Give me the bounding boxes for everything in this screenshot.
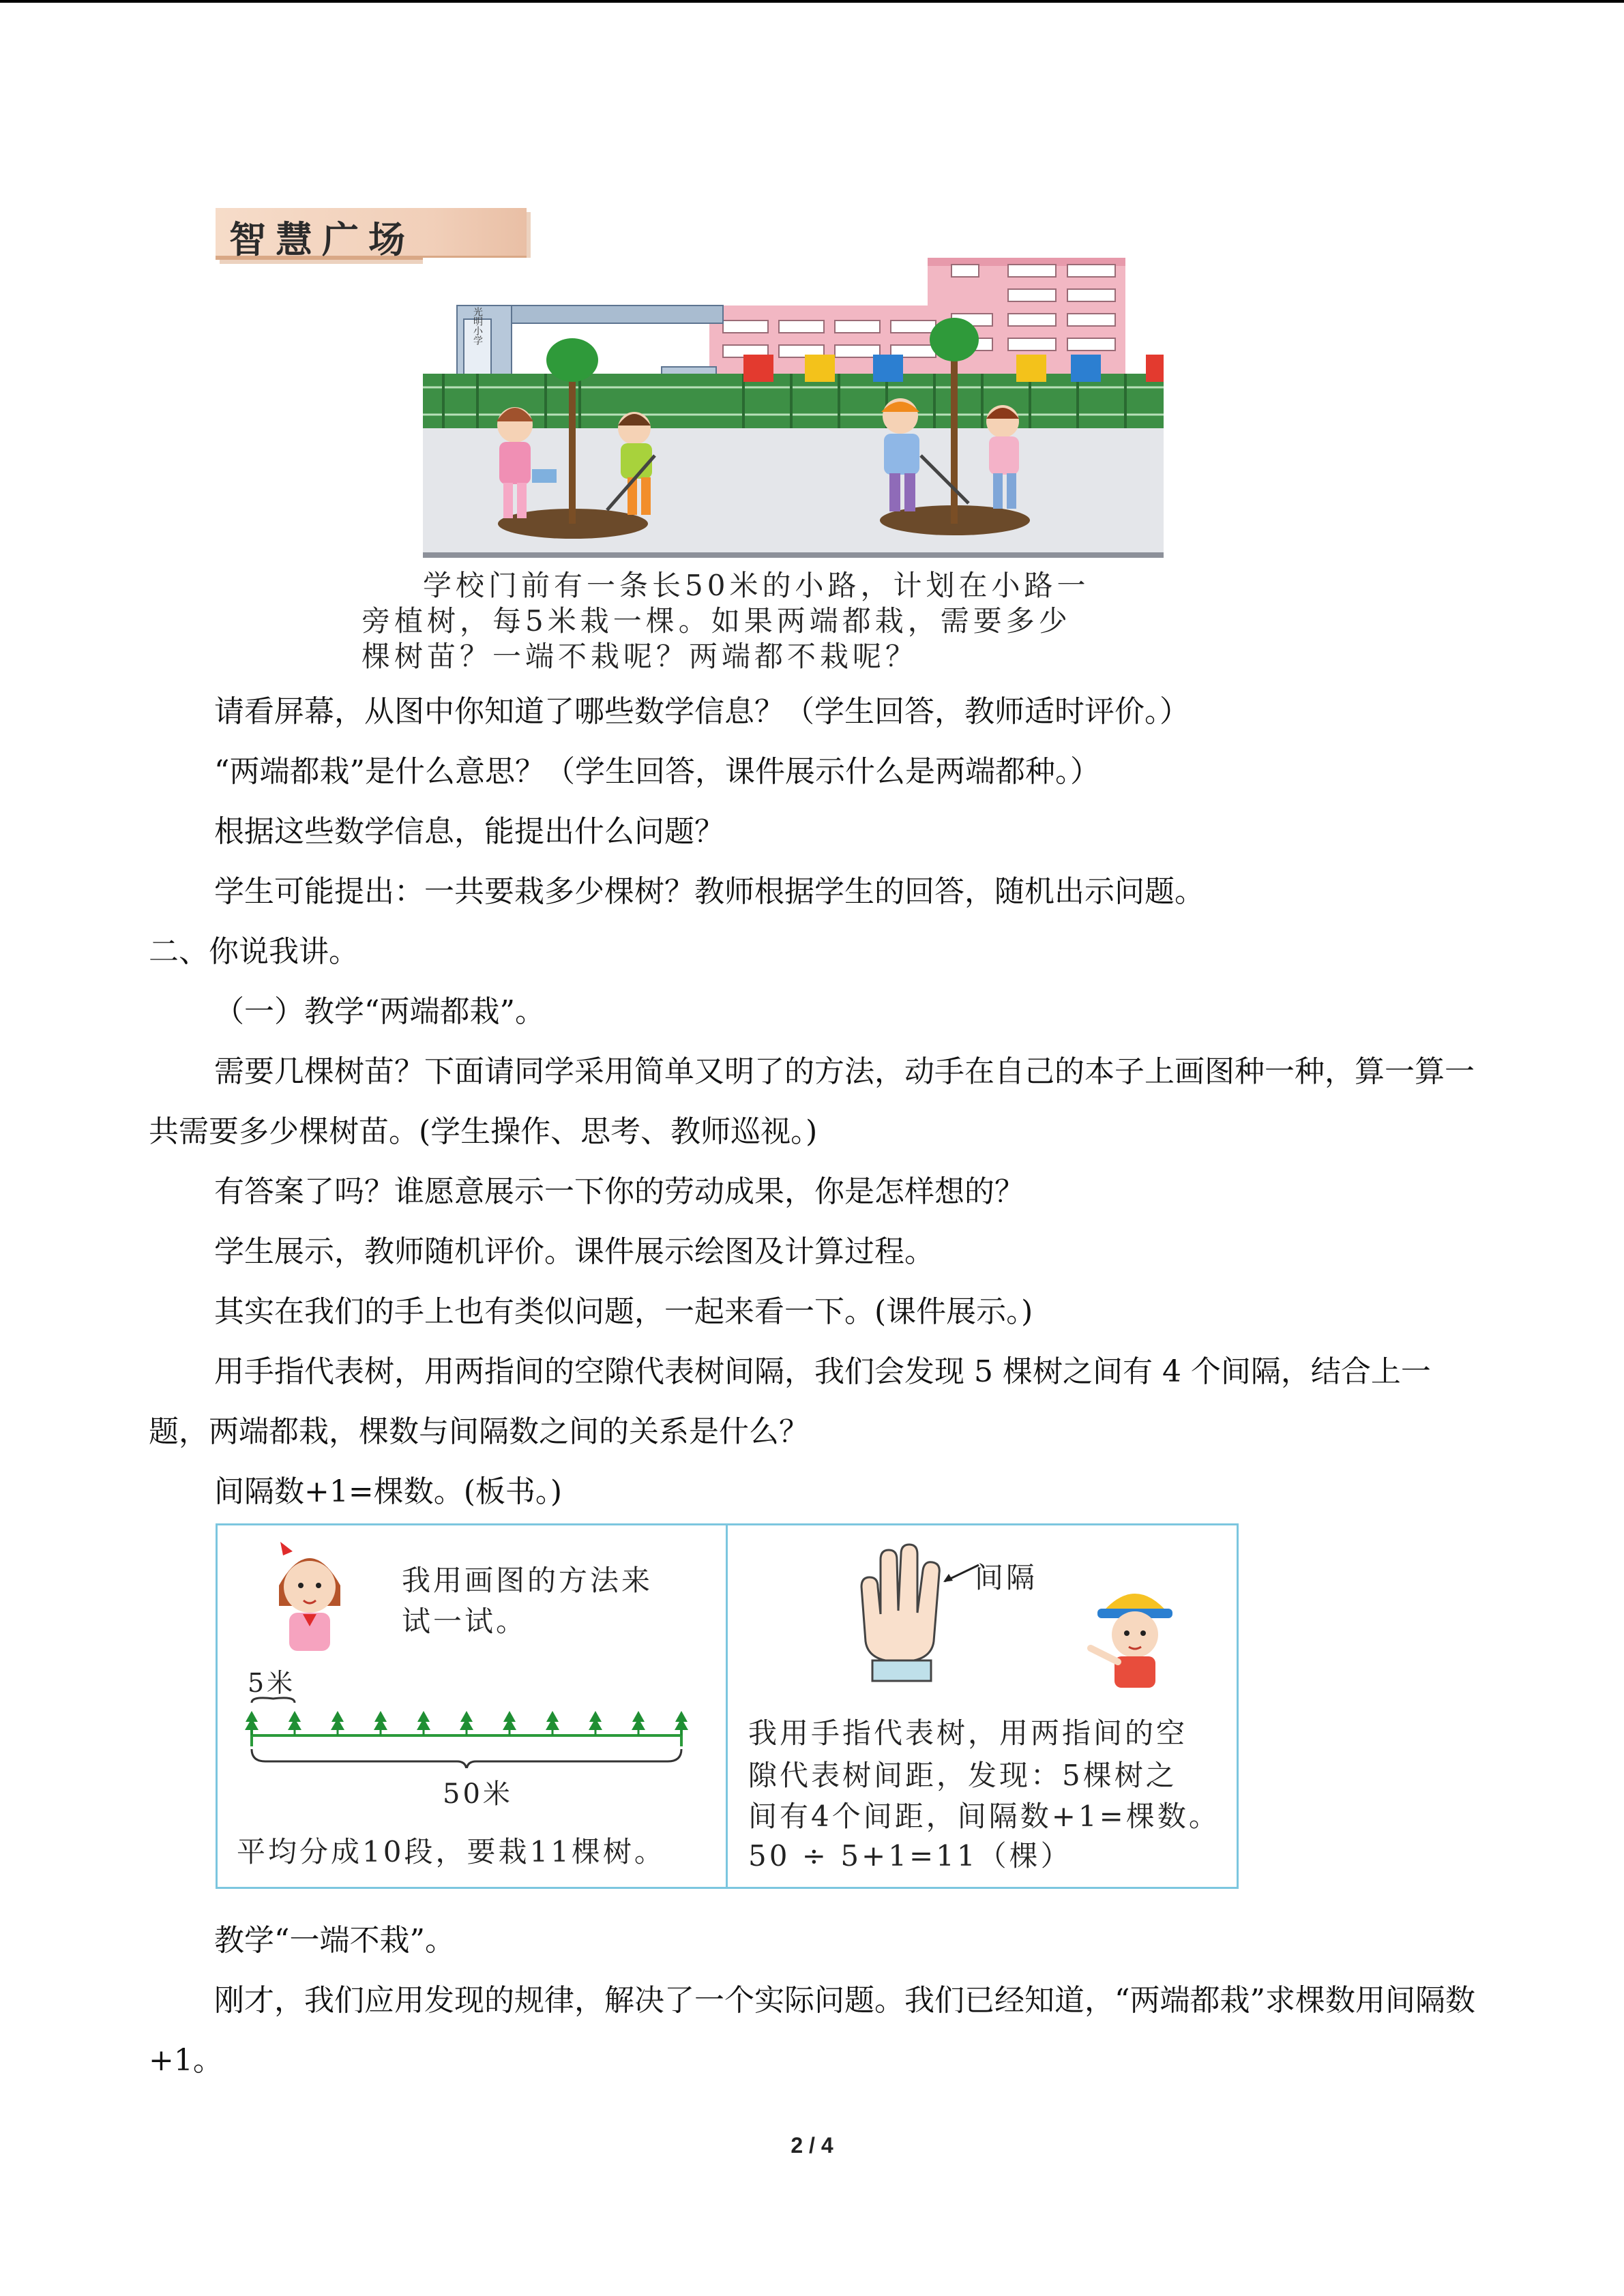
paragraph: 其实在我们的手上也有类似问题，一起来看一下。(课件展示。) (214, 1294, 1033, 1329)
tree-marker (417, 1711, 430, 1730)
girl-speech-line-1: 我用画图的方法来 (402, 1564, 653, 1597)
problem-caption-line-2: 旁植树，每5米栽一棵。如果两端都栽，需要多少 (361, 604, 1072, 638)
segment-brace (252, 1698, 295, 1703)
problem-caption-line-3: 棵树苗？一端不栽呢？两端都不栽呢？ (361, 640, 919, 673)
paragraph: 学生展示，教师随机评价。课件展示绘图及计算过程。 (214, 1234, 934, 1269)
top-border-line (0, 0, 1624, 3)
tree-marker (589, 1711, 602, 1730)
subsection-title: （一）教学“两端都栽”。 (214, 994, 545, 1029)
scene-svg (423, 258, 1164, 558)
school-planting-illustration (423, 258, 1164, 558)
paragraph: 请看屏幕，从图中你知道了哪些数学信息？（学生回答，教师适时评价。） (214, 694, 1190, 729)
school-sign-text: 光明小学 (472, 307, 483, 345)
paragraph: 学生可能提出：一共要栽多少棵树？教师根据学生的回答，随机出示问题。 (214, 874, 1205, 909)
tree-marker (374, 1711, 387, 1730)
paragraph: 刚才，我们应用发现的规律，解决了一个实际问题。我们已经知道，“两端都栽”求棵数用间隔数+1。 (149, 1983, 1475, 2078)
right-panel-text-line-2: 隙代表树间距，发现：5棵树之 (748, 1759, 1177, 1792)
tree-marker (675, 1711, 688, 1730)
subsection-title: 教学“一端不栽”。 (214, 1923, 455, 1958)
boy-icon (1084, 1573, 1186, 1689)
right-panel-formula: 50 ÷ 5+1=11（棵） (748, 1839, 1072, 1873)
tree-diagram (238, 1693, 702, 1768)
right-panel-text-line-1: 我用手指代表树，用两指间的空 (748, 1716, 1188, 1750)
tree-marker (288, 1711, 301, 1730)
panel-divider (726, 1525, 728, 1887)
tree-marker (632, 1711, 645, 1730)
paragraph: 用手指代表树，用两指间的空隙代表树间隔，我们会发现 5 棵树之间有 4 个间隔，结合上一题，两端都栽，棵数与间隔数之间的关系是什么？ (149, 1354, 1431, 1449)
page-number: 2 / 4 (791, 2133, 833, 2158)
gap-label: 间隔 (975, 1561, 1038, 1594)
tree-marker (460, 1711, 473, 1730)
paragraph: 根据这些数学信息，能提出什么问题？ (214, 814, 724, 849)
problem-caption-line-1: 学校门前有一条长50米的小路，计划在小路一 (423, 569, 1090, 602)
section-title: 二、你说我讲。 (149, 934, 359, 969)
segment-length-label: 5米 (248, 1668, 296, 1698)
tree-marker (546, 1711, 559, 1730)
paragraph: 有答案了吗？谁愿意展示一下你的劳动成果，你是怎样想的？ (214, 1174, 1024, 1209)
tree-marker (331, 1711, 344, 1730)
tree-marker (503, 1711, 516, 1730)
section-heading-banner (216, 208, 527, 260)
section-heading: 智慧广场 (229, 218, 415, 261)
two-panel-figure (216, 1523, 1239, 1889)
total-brace (252, 1749, 681, 1768)
paragraph: 需要几棵树苗？下面请同学采用简单又明了的方法，动手在自己的本子上画图种一种，算一算一共需要多少棵树苗。(学生操作、思考、教师巡视。) (149, 1054, 1475, 1149)
paragraph: “两端都栽”是什么意思？（学生回答，课件展示什么是两端都种。） (214, 754, 1100, 789)
tree-marker (245, 1711, 259, 1730)
total-length-label: 50米 (443, 1778, 513, 1810)
paragraph: 间隔数+1=棵数。(板书。) (214, 1474, 563, 1509)
girl-icon (265, 1538, 354, 1654)
girl-speech-line-2: 试一试。 (402, 1605, 528, 1638)
right-panel-text-line-3: 间有4个间距，间隔数+1=棵数。 (748, 1800, 1220, 1833)
left-panel-conclusion: 平均分成10段，要栽11棵树。 (237, 1835, 666, 1868)
hand-icon (845, 1539, 954, 1682)
